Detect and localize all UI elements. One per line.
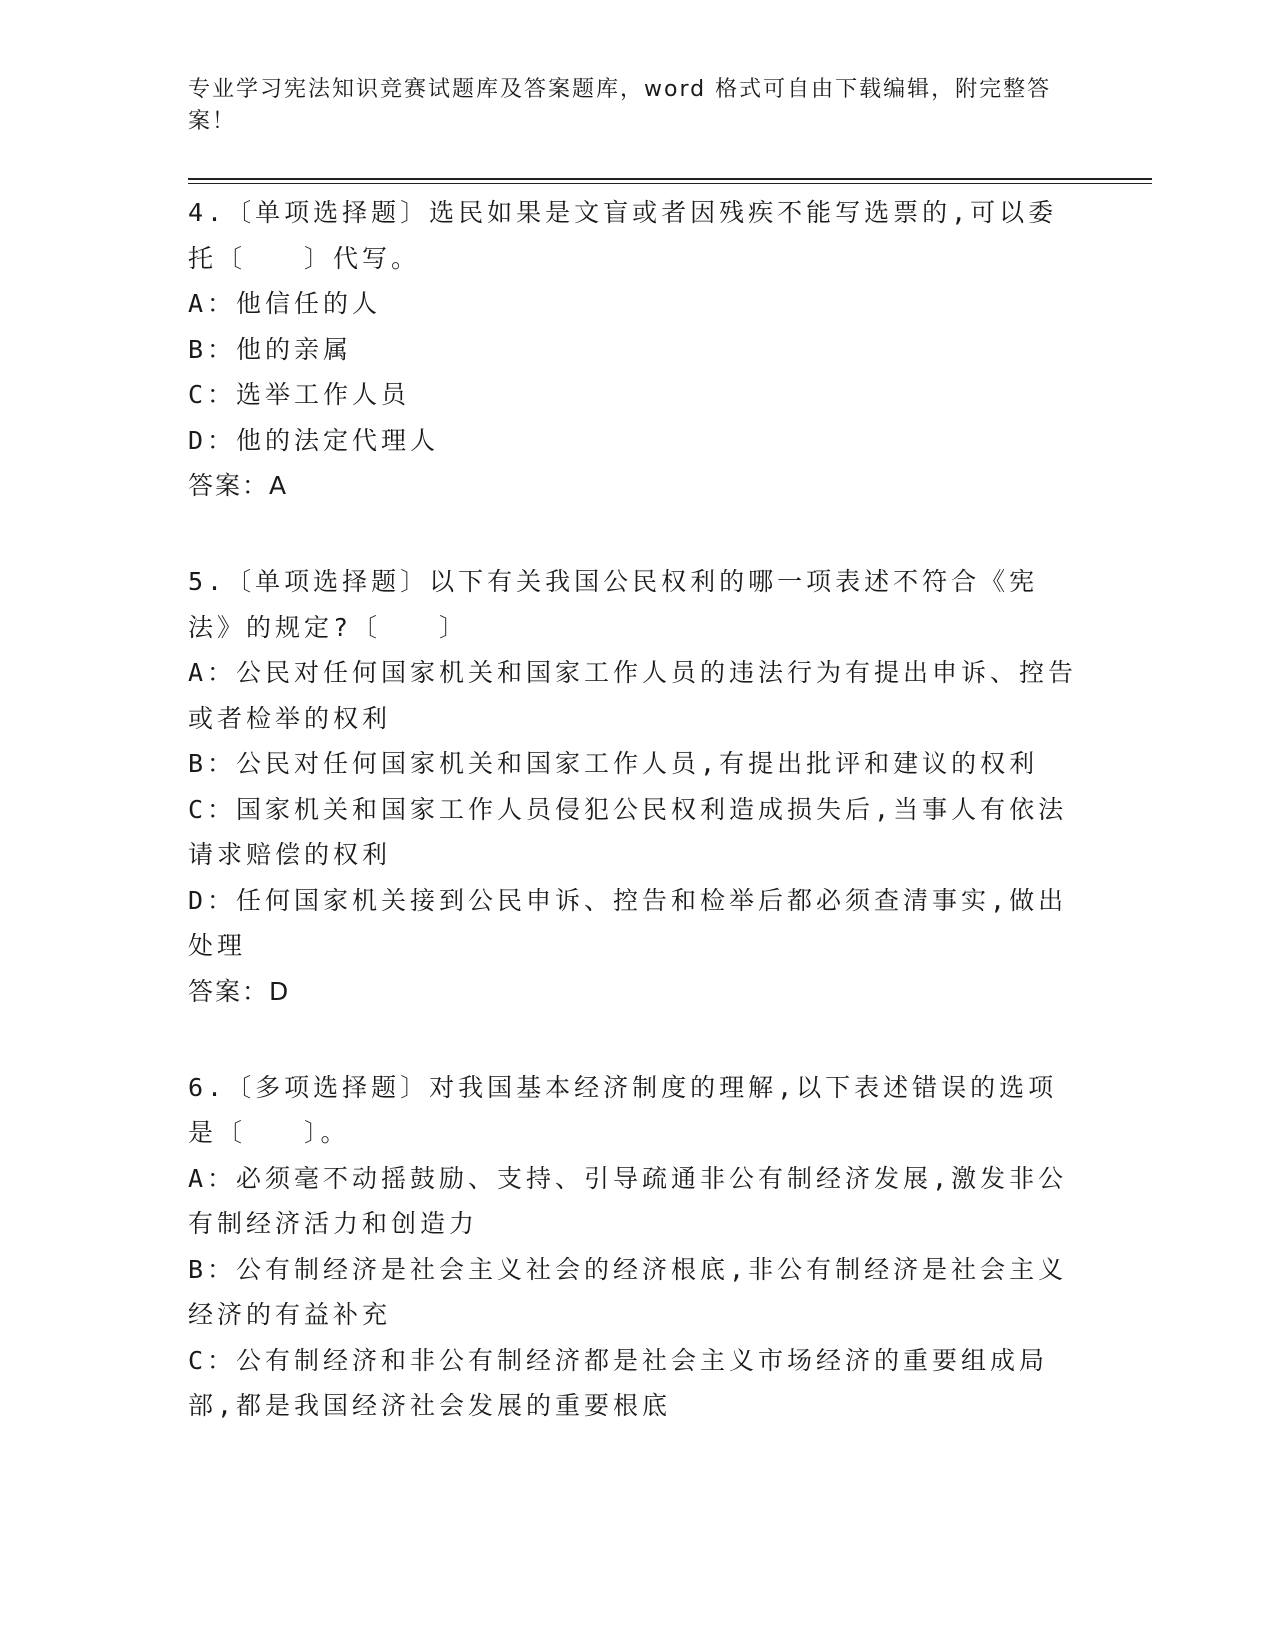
option-b: B：公民对任何国家机关和国家工作人员,有提出批评和建议的权利: [188, 749, 1039, 778]
answer-line: 答案：D: [188, 976, 291, 1006]
option-c: C：国家机关和国家工作人员侵犯公民权利造成损失后,当事人有依法请求赔偿的权利: [188, 794, 1068, 869]
question-5: [188, 559, 1078, 1014]
option-d: D：任何国家机关接到公民申诉、控告和检举后都必须查清事实,做出处理: [188, 885, 1068, 960]
option-b: B：他的亲属: [188, 334, 353, 364]
answer-line: 答案：A: [188, 471, 289, 500]
question-stem: 6.〔多项选择题〕对我国基本经济制度的理解,以下表述错误的选项是〔 〕。: [188, 1072, 1058, 1147]
option-b: B：公有制经济是社会主义社会的经济根底,非公有制经济是社会主义经济的有益补充: [188, 1254, 1068, 1329]
header-rule-thick: [188, 178, 1152, 180]
option-c: C：选举工作人员: [188, 380, 411, 409]
option-a: A：必须毫不动摇鼓励、支持、引导疏通非公有制经济发展,激发非公有制经济活力和创造力: [188, 1163, 1068, 1238]
option-a: A：公民对任何国家机关和国家工作人员的违法行为有提出申诉、控告或者检举的权利: [188, 658, 1078, 733]
question-list: [188, 190, 1078, 1480]
header-rule-thin: [188, 183, 1152, 184]
option-a: A：他信任的人: [188, 289, 382, 318]
question-stem: 5.〔单项选择题〕以下有关我国公民权利的哪一项表述不符合《宪法》的规定?〔 〕: [188, 567, 1039, 642]
question-6: [188, 1065, 1078, 1429]
question-stem: 4.〔单项选择题〕选民如果是文盲或者因残疾不能写选票的,可以委托〔 〕代写。: [188, 198, 1058, 273]
option-c: C：公有制经济和非公有制经济都是社会主义市场经济的重要组成局部,都是我国经济社会发展的重要根底: [188, 1345, 1049, 1420]
question-4: [188, 190, 1078, 508]
document-header: 专业学习宪法知识竞赛试题库及答案题库，word 格式可自由下载编辑，附完整答案！: [188, 77, 1052, 134]
option-d: D：他的法定代理人: [188, 425, 440, 455]
